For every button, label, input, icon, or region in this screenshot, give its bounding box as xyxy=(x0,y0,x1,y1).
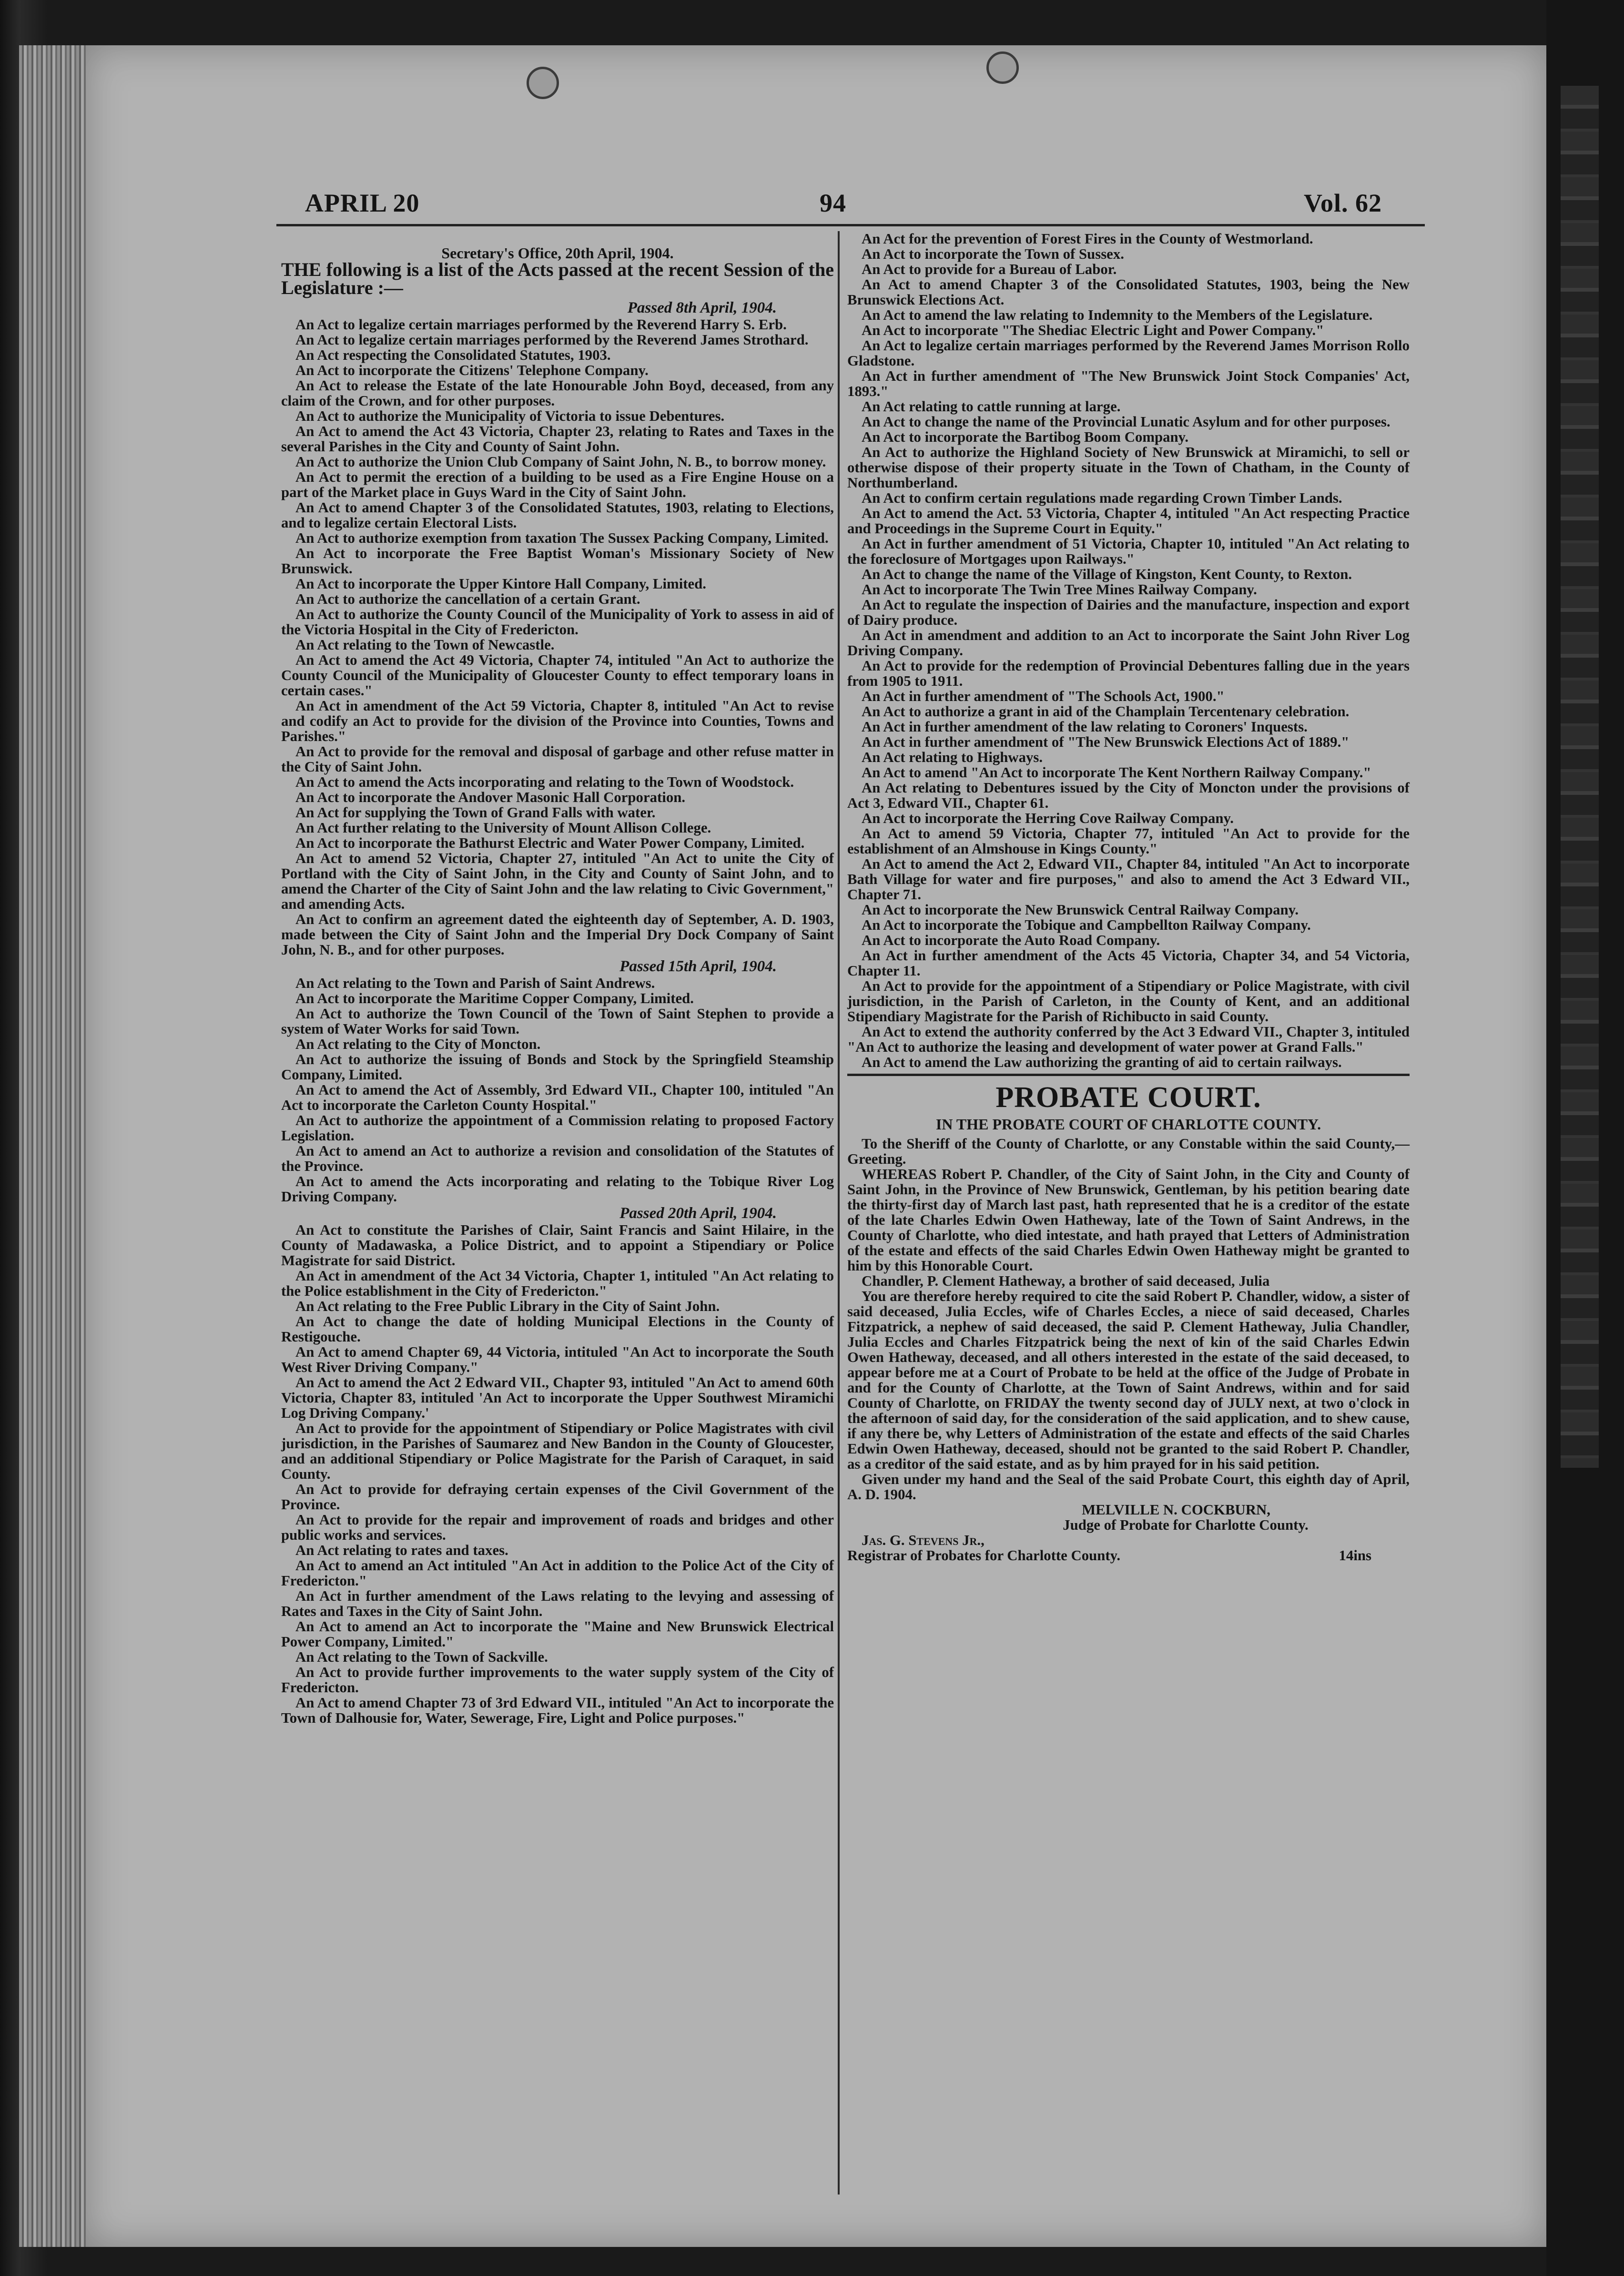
registrar-name: Jas. G. Stevens Jr., xyxy=(862,1532,985,1548)
act-entry: An Act respecting the Consolidated Statutes, 1903. xyxy=(295,347,611,363)
act-entry: An Act to amend the law relating to Indemnity to the Members of the Legislature. xyxy=(862,307,1373,323)
passed-date-heading: Passed 20th April, 1904. xyxy=(619,1205,777,1222)
header-date: APRIL 20 xyxy=(305,189,420,217)
probate-citation: You are therefore hereby required to cite the said Robert P. Chandler, widow, a sister of said deceased, Julia Eccles, wife of Charles Eccles, a niece of said deceased, Charles Fitzpatrick, a nephew of said deceased, the said P. Clement Hatheway, Julia Chandler, Julia Eccles and Charles Fitzpatrick being the next of kin of the said Charles Edwin Owen Hatheway, deceased, and all others interested in the estate of the said deceased, to appear before me at a Court of Probate to be held at the office of the Judge of Probate in and for the County of Charlotte, at the Town of Saint Andrews, within and for said County of Charlotte, on FRIDAY the twenty second day of JULY next, at two o'clock in the afternoon of said day, for the consideration of the said application, and to shew cause, if any there be, why Letters of Administration of the estate and effects of the said Charles Edwin Owen Hatheway, deceased, should not be granted to the said Robert P. Chandler, as a creditor of the said estate, and as by him prayed for in his said petition. xyxy=(847,1288,1410,1472)
act-entry: An Act to provide further improvements to the water supply system of the City of Fredericton. xyxy=(281,1664,834,1696)
act-entry: An Act to amend Chapter 73 of 3rd Edward VII., intituled "An Act to incorporate the Town of Dalhousie for, Water, Sewerage, Fire, Light and Police purposes." xyxy=(281,1695,834,1726)
act-entry: An Act in further amendment of 51 Victoria, Chapter 10, intituled "An Act relating to the foreclosure of Mortgages upon Railways." xyxy=(847,536,1410,567)
acts-list xyxy=(847,231,1410,1070)
act-entry: An Act in further amendment of "The New Brunswick Joint Stock Companies' Act, 1893." xyxy=(847,368,1410,399)
acts-list xyxy=(281,317,834,957)
act-entry: An Act to amend the Act of Assembly, 3rd Edward VII., Chapter 100, intituled "An Act to incorporate the Carleton County Hospital." xyxy=(281,1082,834,1113)
act-entry: An Act to amend an Act to authorize a revision and consolidation of the Statutes of the Province. xyxy=(281,1143,834,1174)
act-entry: An Act to incorporate the Tobique and Campbellton Railway Company. xyxy=(862,917,1311,933)
act-entry: An Act in amendment of the Act 34 Victoria, Chapter 1, intituled "An Act relating to the Police establishment in the City of Fredericton." xyxy=(281,1268,834,1299)
act-entry: An Act in amendment and addition to an Act to incorporate the Saint John River Log Driving Company. xyxy=(847,627,1410,659)
judge-name: MELVILLE N. COCKBURN, xyxy=(1082,1502,1270,1518)
act-entry: An Act in further amendment of the law relating to Coroners' Inquests. xyxy=(862,719,1308,735)
acts-intro: THE following is a list of the Acts passed at the recent Session of the Legislature :— xyxy=(281,259,834,298)
column-divider xyxy=(838,231,840,2195)
header-page-number: 94 xyxy=(820,189,846,217)
act-entry: An Act to authorize the Highland Society of New Brunswick at Miramichi, to sell or otherwise dispose of their property situate in the Town of Chatham, in the County of Northumberland. xyxy=(847,444,1410,491)
registrar-title: Registrar of Probates for Charlotte County. xyxy=(847,1547,1121,1564)
act-entry: An Act in further amendment of "The New Brunswick Elections Act of 1889." xyxy=(862,734,1350,750)
probate-given: Given under my hand and the Seal of the said Probate Court, this eighth day of April, A. D. 1904. xyxy=(847,1471,1410,1503)
page-stack-edge xyxy=(19,45,91,2247)
act-entry: An Act to amend 59 Victoria, Chapter 77, intituled "An Act to provide for the establishment of an Almshouse in Kings County." xyxy=(847,825,1410,857)
probate-whereas: WHEREAS Robert P. Chandler, of the City of Saint John, in the City and County of Saint John, in the Province of New Brunswick, Gentleman, by his petition bearing date the thirty-first day of March last past, hath represented that he is a creditor of the estate of the late Charles Edwin Owen Hatheway, late of the Town of Saint Andrews, in the County of Charlotte, who died intestate, and hath prayed that Letters of Administration of the estate and effects of the said Charles Edwin Owen Hatheway might be granted to him by this Honorable Court. xyxy=(847,1166,1410,1274)
act-entry: An Act to amend "An Act to incorporate The Kent Northern Railway Company." xyxy=(862,764,1371,781)
registrar-row xyxy=(847,1548,1410,1563)
act-entry: An Act to provide for the repair and improvement of roads and bridges and other public works and services. xyxy=(281,1512,834,1543)
left-column xyxy=(281,245,834,1726)
judge-title: Judge of Probate for Charlotte County. xyxy=(1063,1517,1309,1533)
acts-list xyxy=(281,1222,834,1726)
act-entry: An Act to amend the Act 43 Victoria, Chapter 23, relating to Rates and Taxes in the several Parishes in the City and County of Saint John. xyxy=(281,423,834,455)
act-entry: An Act to provide for the removal and disposal of garbage and other refuse matter in the City of Saint John. xyxy=(281,743,834,775)
page-header xyxy=(305,188,1382,222)
probate-court-subtitle: IN THE PROBATE COURT OF CHARLOTTE COUNTY. xyxy=(935,1116,1321,1133)
act-entry: An Act to legalize certain marriages performed by the Reverend James Morrison Rollo Gladstone. xyxy=(847,337,1410,369)
act-entry: An Act to amend Chapter 3 of the Consolidated Statutes, 1903, being the New Brunswick Elections Act. xyxy=(847,276,1410,308)
act-entry: An Act in further amendment of the Laws relating to the levying and assessing of Rates and Taxes in the City of Saint John. xyxy=(281,1588,834,1619)
act-entry: An Act to provide for defraying certain expenses of the Civil Government of the Province. xyxy=(281,1481,834,1513)
probate-misplaced-line: Chandler, P. Clement Hatheway, a brother of said deceased, Julia xyxy=(862,1273,1270,1289)
act-entry: An Act to incorporate the Upper Kintore Hall Company, Limited. xyxy=(295,576,706,592)
act-entry: An Act to incorporate the Maritime Copper Company, Limited. xyxy=(295,990,694,1006)
passed-date-heading: Passed 15th April, 1904. xyxy=(619,958,777,975)
act-entry: An Act to amend the Act 2, Edward VII., Chapter 84, intituled "An Act to incorporate Bath Village for water and fire purposes," and also to amend the Act 3 Edward VII., Chapter 71. xyxy=(847,856,1410,903)
act-entry: An Act relating to the Free Public Library in the City of Saint John. xyxy=(295,1298,720,1314)
act-entry: An Act to amend an Act to incorporate the "Maine and New Brunswick Electrical Power Company, Limited." xyxy=(281,1618,834,1650)
probate-court-title: PROBATE COURT. xyxy=(995,1081,1261,1114)
act-entry: An Act to amend the Act 49 Victoria, Chapter 74, intituled "An Act to authorize the County Council of the Municipality of Gloucester County to effect temporary loans in certain cases." xyxy=(281,652,834,699)
insertions-note: 14ins xyxy=(1339,1547,1371,1564)
probate-greeting: To the Sheriff of the County of Charlotte, or any Constable within the said County,—Greeting. xyxy=(847,1136,1410,1167)
act-entry: An Act to authorize the Union Club Company of Saint John, N. B., to borrow money. xyxy=(295,454,826,470)
act-entry: An Act to authorize exemption from taxation The Sussex Packing Company, Limited. xyxy=(295,530,829,546)
binding-hole xyxy=(986,51,1019,84)
act-entry: An Act to regulate the inspection of Dairies and the manufacture, inspection and export of Dairy produce. xyxy=(847,597,1410,628)
act-entry: An Act further relating to the University of Mount Allison College. xyxy=(295,820,711,836)
act-entry: An Act to authorize the appointment of a Commission relating to proposed Factory Legislation. xyxy=(281,1112,834,1144)
act-entry: An Act relating to the Town of Newcastle. xyxy=(295,637,555,653)
act-entry: An Act relating to the City of Moncton. xyxy=(295,1036,541,1052)
act-entry: An Act to incorporate the Free Baptist Woman's Missionary Society of New Brunswick. xyxy=(281,545,834,577)
passed-date-heading: Passed 8th April, 1904. xyxy=(627,299,777,316)
secretary-office-line: Secretary's Office, 20th April, 1904. xyxy=(441,244,674,262)
act-entry: An Act to amend the Acts incorporating and relating to the Town of Woodstock. xyxy=(295,774,794,790)
act-entry: An Act to change the date of holding Municipal Elections in the County of Restigouche. xyxy=(281,1313,834,1345)
act-entry: An Act to authorize the Municipality of Victoria to issue Debentures. xyxy=(295,408,725,424)
act-entry: An Act to legalize certain marriages performed by the Reverend Harry S. Erb. xyxy=(295,316,787,333)
act-entry: An Act to amend the Law authorizing the granting of aid to certain railways. xyxy=(862,1054,1342,1070)
act-entry: An Act to amend the Act. 53 Victoria, Chapter 4, intituled "An Act respecting Practice and Proceedings in the Supreme Court in Equity." xyxy=(847,505,1410,537)
act-entry: An Act to provide for the appointment of Stipendiary or Police Magistrates with civil jurisdiction, in the Parishes of Saumarez and New Bandon in the County of Gloucester, and an additional Stipendiary or Police Magistrate for the Parish of Caraquet, in said County. xyxy=(281,1420,834,1482)
act-entry: An Act relating to rates and taxes. xyxy=(295,1542,508,1558)
act-entry: An Act to incorporate "The Shediac Electric Light and Power Company." xyxy=(862,322,1324,338)
act-entry: An Act to authorize the cancellation of a certain Grant. xyxy=(295,591,640,607)
act-entry: An Act to amend the Acts incorporating and relating to the Tobique River Log Driving Company. xyxy=(281,1173,834,1205)
act-entry: An Act to incorporate the Bathurst Electric and Water Power Company, Limited. xyxy=(295,835,805,851)
act-entry: An Act in amendment of the Act 59 Victoria, Chapter 8, intituled "An Act to revise and codify an Act to provide for the division of the Province into Counties, Towns and Parishes." xyxy=(281,698,834,744)
act-entry: An Act to permit the erection of a building to be used as a Fire Engine House on a part of the Market place in Guys Ward in the City of Saint John. xyxy=(281,469,834,500)
header-rule xyxy=(276,224,1425,226)
act-entry: An Act to confirm certain regulations made regarding Crown Timber Lands. xyxy=(862,490,1342,506)
section-rule xyxy=(847,1074,1410,1076)
act-entry: An Act to incorporate the New Brunswick Central Railway Company. xyxy=(862,902,1299,918)
act-entry: An Act to legalize certain marriages performed by the Reverend James Strothard. xyxy=(295,332,809,348)
act-entry: An Act to provide for a Bureau of Labor. xyxy=(862,261,1117,277)
act-entry: An Act to incorporate the Herring Cove Railway Company. xyxy=(862,810,1234,826)
act-entry: An Act to change the name of the Village of Kingston, Kent County, to Rexton. xyxy=(862,566,1352,582)
acts-list xyxy=(281,975,834,1204)
act-entry: An Act to confirm an agreement dated the eighteenth day of September, A. D. 1903, made between the City of Saint John and the Imperial Dry Dock Company of Saint John, N. B., and for other purposes. xyxy=(281,911,834,958)
act-entry: An Act to provide for the redemption of Provincial Debentures falling due in the years from 1905 to 1911. xyxy=(847,658,1410,689)
act-entry: An Act to authorize the issuing of Bonds and Stock by the Springfield Steamship Company, Limited. xyxy=(281,1051,834,1083)
act-entry: An Act for the prevention of Forest Fires in the County of Westmorland. xyxy=(862,231,1313,247)
act-entry: An Act relating to the Town and Parish of Saint Andrews. xyxy=(295,975,655,991)
act-entry: An Act relating to the Town of Sackville. xyxy=(295,1649,548,1665)
act-entry: An Act to amend the Act 2 Edward VII., Chapter 93, intituled "An Act to amend 60th Victoria, Chapter 83, intituled 'An Act to incorporate the Upper Southwest Miramichi Log Driving Company.' xyxy=(281,1374,834,1421)
act-entry: An Act to incorporate the Bartibog Boom Company. xyxy=(862,429,1189,445)
act-entry: An Act to provide for the appointment of a Stipendiary or Police Magistrate, with civil jurisdiction, in the Parish of Carleton, in the County of Kent, and an additional Stipendiary Magistrate for the Parish of Richibucto in said County. xyxy=(847,978,1410,1025)
act-entry: An Act to authorize a grant in aid of the Champlain Tercentenary celebration. xyxy=(862,703,1350,720)
act-entry: An Act to constitute the Parishes of Clair, Saint Francis and Saint Hilaire, in the County of Madawaska, a Police District, and to appoint a Stipendiary or Police Magistrate for said District. xyxy=(281,1222,834,1269)
act-entry: An Act to authorize the Town Council of the Town of Saint Stephen to provide a system of Water Works for said Town. xyxy=(281,1006,834,1037)
act-entry: An Act to authorize the County Council of the Municipality of York to assess in aid of the Victoria Hospital in the City of Fredericton. xyxy=(281,606,834,638)
act-entry: An Act for supplying the Town of Grand Falls with water. xyxy=(295,804,656,821)
act-entry: An Act to amend 52 Victoria, Chapter 27, intituled "An Act to unite the City of Portland with the City of Saint John, in the City and County of Saint John, and to amend the Charter of the City of Saint John and the law relating to Civic Government," and amending Acts. xyxy=(281,850,834,912)
act-entry: An Act to release the Estate of the late Honourable John Boyd, deceased, from any claim of the Crown, and for other purposes. xyxy=(281,377,834,409)
act-entry: An Act in further amendment of the Acts 45 Victoria, Chapter 34, and 54 Victoria, Chapter 11. xyxy=(847,947,1410,979)
act-entry: An Act to incorporate the Auto Road Company. xyxy=(862,932,1160,948)
header-volume: Vol. 62 xyxy=(1303,189,1382,217)
act-entry: An Act to amend Chapter 3 of the Consolidated Statutes, 1903, relating to Elections, and to legalize certain Electoral Lists. xyxy=(281,499,834,531)
binding-hole xyxy=(527,67,559,99)
act-entry: An Act relating to cattle running at large. xyxy=(862,398,1121,415)
right-column xyxy=(847,231,1410,1563)
act-entry: An Act relating to Debentures issued by the City of Moncton under the provisions of Act 3, Edward VII., Chapter 61. xyxy=(847,780,1410,811)
act-entry: An Act to change the name of the Provincial Lunatic Asylum and for other purposes. xyxy=(862,414,1391,430)
act-entry: An Act in further amendment of "The Schools Act, 1900." xyxy=(862,688,1225,704)
act-entry: An Act to incorporate the Citizens' Telephone Company. xyxy=(295,362,649,378)
adjacent-page-strip xyxy=(1561,86,1599,1468)
act-entry: An Act to amend an Act intituled "An Act in addition to the Police Act of the City of Fredericton." xyxy=(281,1557,834,1589)
act-entry: An Act to incorporate The Twin Tree Mines Railway Company. xyxy=(862,581,1257,598)
act-entry: An Act to incorporate the Town of Sussex. xyxy=(862,246,1124,262)
act-entry: An Act relating to Highways. xyxy=(862,749,1043,765)
act-entry: An Act to incorporate the Andover Masonic Hall Corporation. xyxy=(295,789,686,805)
act-entry: An Act to amend Chapter 69, 44 Victoria, intituled "An Act to incorporate the South West River Driving Company." xyxy=(281,1344,834,1375)
act-entry: An Act to extend the authority conferred by the Act 3 Edward VII., Chapter 3, intituled "An Act to authorize the leasing and development of water power at Grand Falls." xyxy=(847,1024,1410,1055)
